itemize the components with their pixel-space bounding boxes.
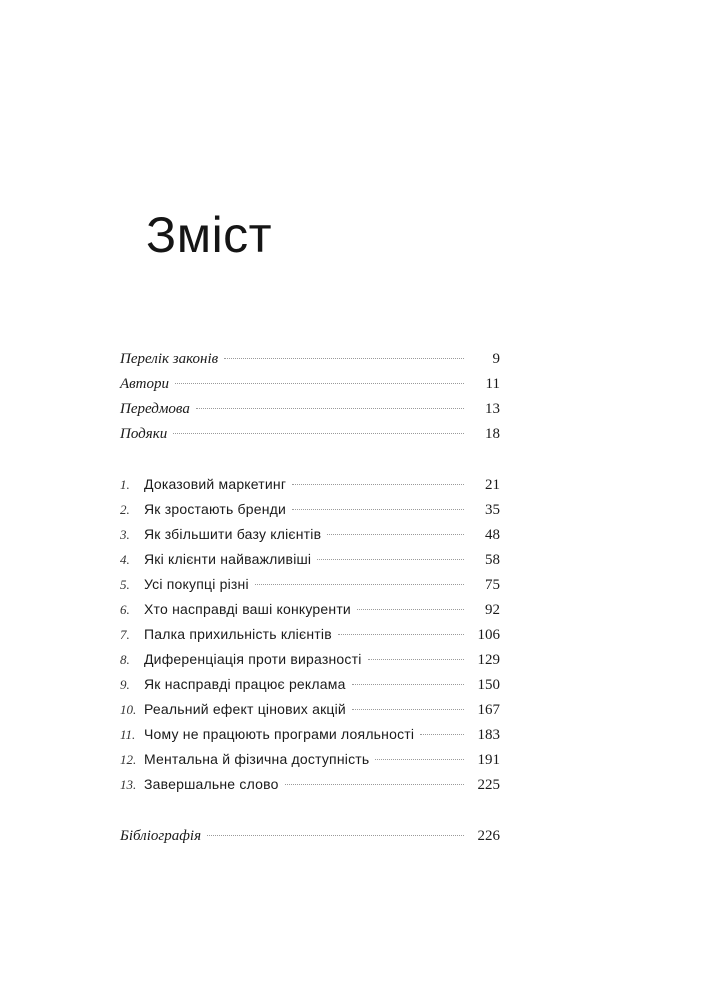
- toc-entry: [120, 426, 500, 451]
- chapter-number: 9.: [120, 677, 130, 692]
- dot-leader: [368, 659, 464, 660]
- dot-leader: [352, 684, 464, 685]
- dot-leader: [327, 534, 464, 535]
- chapter-title: Які клієнти найважливіші: [144, 551, 312, 567]
- dot-leader: [196, 408, 464, 409]
- toc-chapter-entry: [120, 501, 500, 526]
- toc-chapter-entry: [120, 701, 500, 726]
- toc-entry-page: 13: [485, 401, 500, 417]
- toc-entry-page: 18: [485, 426, 500, 442]
- dot-leader: [207, 835, 464, 836]
- toc-entry-title: Подяки: [120, 426, 168, 442]
- dot-leader: [173, 433, 464, 434]
- toc-chapter-entry: [120, 626, 500, 651]
- chapter-number: 7.: [120, 627, 130, 642]
- toc-entry: [120, 376, 500, 401]
- toc-chapter-entry: [120, 651, 500, 676]
- toc-chapter-entry: [120, 576, 500, 601]
- toc-entry-title: Перелік законів: [120, 351, 219, 367]
- toc-chapter-entry: [120, 601, 500, 626]
- page-title: Зміст: [146, 207, 273, 263]
- chapter-number: 5.: [120, 577, 130, 592]
- chapter-number: 3.: [120, 527, 130, 542]
- chapter-page: 225: [477, 777, 500, 793]
- chapter-page: 92: [485, 602, 500, 618]
- chapter-title: Реальний ефект цінових акцій: [144, 701, 346, 717]
- toc-entry-page: 226: [477, 828, 500, 844]
- dot-leader: [175, 383, 464, 384]
- chapter-page: 35: [485, 502, 500, 518]
- toc-entry-title: Бібліографія: [120, 828, 202, 844]
- toc-chapter-entry: [120, 476, 500, 501]
- chapter-title: Диференціація проти виразності: [144, 651, 362, 667]
- chapter-page: 191: [477, 752, 500, 768]
- chapter-title: Доказовий маркетинг: [144, 476, 287, 492]
- chapter-title: Хто насправді ваші конкуренти: [144, 601, 351, 617]
- chapter-page: 58: [485, 552, 500, 568]
- chapter-page: 129: [477, 652, 500, 668]
- dot-leader: [292, 484, 464, 485]
- toc-entry: [120, 401, 500, 426]
- chapter-title: Палка прихильність клієнтів: [144, 626, 332, 642]
- dot-leader: [292, 509, 464, 510]
- toc-front-matter: [120, 351, 500, 451]
- chapter-page: 48: [485, 527, 500, 543]
- toc-chapter-entry: [120, 776, 500, 801]
- chapter-title: Чому не працюють програми лояльності: [144, 726, 415, 742]
- toc-entry-title: Передмова: [120, 401, 190, 417]
- chapter-number: 1.: [120, 477, 130, 492]
- dot-leader: [375, 759, 464, 760]
- toc-back-matter: [120, 828, 500, 853]
- chapter-page: 183: [477, 727, 500, 743]
- chapter-title: Як насправді працює реклама: [144, 676, 346, 692]
- chapter-number: 11.: [120, 727, 136, 742]
- chapter-number: 12.: [120, 752, 137, 767]
- dot-leader: [285, 784, 464, 785]
- dot-leader: [338, 634, 464, 635]
- toc-entry-page: 11: [485, 376, 500, 392]
- chapter-title: Як зростають бренди: [144, 501, 287, 517]
- dot-leader: [420, 734, 464, 735]
- chapter-title: Завершальне слово: [144, 776, 279, 792]
- chapter-number: 13.: [120, 777, 137, 792]
- chapter-title: Усі покупці різні: [144, 576, 249, 592]
- toc-chapter-entry: [120, 551, 500, 576]
- toc-chapters: [120, 476, 500, 801]
- chapter-number: 2.: [120, 502, 130, 517]
- toc-chapter-entry: [120, 726, 500, 751]
- chapter-title: Ментальна й фізична доступність: [144, 751, 370, 767]
- dot-leader: [317, 559, 464, 560]
- toc-chapter-entry: [120, 751, 500, 776]
- chapter-page: 150: [477, 677, 500, 693]
- chapter-page: 75: [485, 577, 500, 593]
- chapter-number: 4.: [120, 552, 130, 567]
- toc-chapter-entry: [120, 526, 500, 551]
- toc-entry-title: Автори: [120, 376, 170, 392]
- dot-leader: [352, 709, 464, 710]
- toc-entry-page: 9: [492, 351, 500, 367]
- chapter-page: 21: [485, 477, 500, 493]
- toc-entry: [120, 828, 500, 853]
- toc-entry: [120, 351, 500, 376]
- dot-leader: [224, 358, 464, 359]
- toc-chapter-entry: [120, 676, 500, 701]
- chapter-title: Як збільшити базу клієнтів: [144, 526, 322, 542]
- chapter-number: 10.: [120, 702, 137, 717]
- chapter-page: 167: [477, 702, 500, 718]
- dot-leader: [357, 609, 464, 610]
- chapter-number: 8.: [120, 652, 130, 667]
- chapter-number: 6.: [120, 602, 130, 617]
- chapter-page: 106: [477, 627, 500, 643]
- dot-leader: [255, 584, 464, 585]
